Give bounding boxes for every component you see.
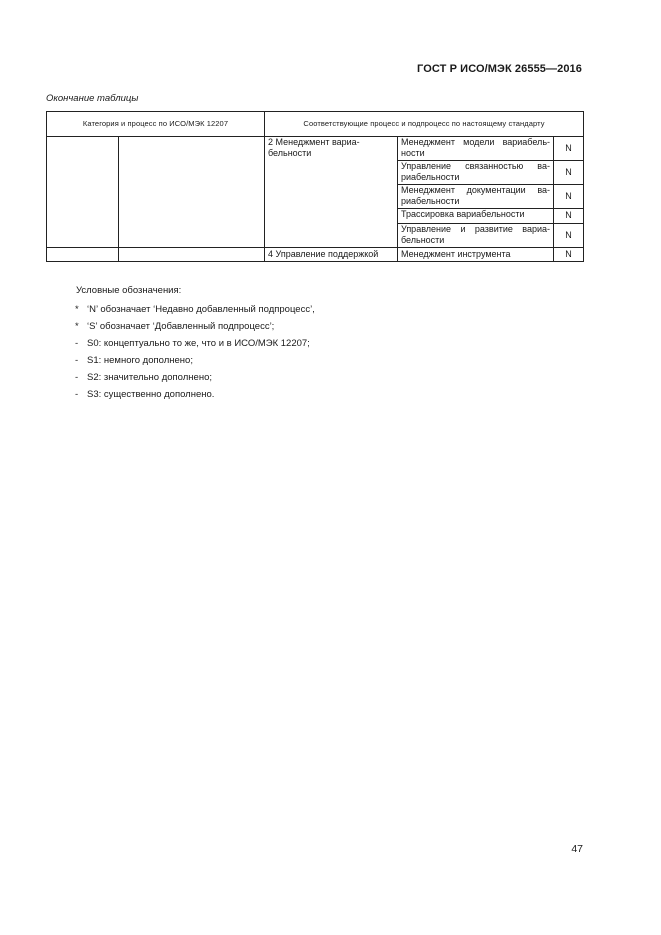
- table-header-row: [47, 112, 584, 137]
- bullet-mark: -: [75, 389, 79, 400]
- legend-item-text: ‘S’ обозначает ‘Добавленный подпроцесс’;: [87, 321, 275, 332]
- table-row: [47, 137, 584, 161]
- header-iso12207: Категория и процесс по ИСО/МЭК 12207: [47, 112, 265, 137]
- flag-cell: N: [554, 161, 584, 185]
- legend-item-text: S1: немного дополнено;: [87, 355, 193, 366]
- flag-cell: N: [554, 137, 584, 161]
- bullet-mark: -: [75, 372, 79, 383]
- empty-category-cell: [47, 248, 119, 262]
- subprocess-cell: Менеджмент инструмента: [398, 248, 554, 262]
- process-cell: 4 Управление поддержкой: [265, 248, 398, 262]
- bullet-mark: *: [75, 304, 79, 315]
- standard-code: ГОСТ Р ИСО/МЭК 26555—2016: [417, 63, 582, 75]
- empty-category-cell: [47, 137, 119, 248]
- list-item: [75, 301, 315, 318]
- page-number: 47: [571, 843, 583, 855]
- legend-item-text: S3: существенно дополнено.: [87, 389, 215, 400]
- list-item: [75, 352, 193, 369]
- empty-process-cell: [119, 137, 265, 248]
- subprocess-cell: Управление и развитие вариа-бельности: [398, 224, 554, 248]
- list-item: [75, 386, 215, 403]
- flag-cell: N: [554, 185, 584, 209]
- subprocess-cell: Управление связанностью ва-риабельности: [398, 161, 554, 185]
- list-item: [75, 335, 310, 352]
- table-row: [47, 248, 584, 262]
- legend-title: Условные обозначения:: [76, 285, 182, 296]
- legend: [75, 285, 315, 403]
- flag-cell: N: [554, 248, 584, 262]
- subprocess-cell: Менеджмент документации ва-риабельности: [398, 185, 554, 209]
- flag-cell: N: [554, 224, 584, 248]
- bullet-mark: -: [75, 338, 79, 349]
- table-caption: Окончание таблицы: [46, 93, 139, 104]
- list-item: [75, 369, 212, 386]
- subprocess-cell: Менеджмент модели вариабель-ности: [398, 137, 554, 161]
- process-cell: 2 Менеджмент вариа-бельности: [265, 137, 398, 248]
- bullet-mark: -: [75, 355, 79, 366]
- flag-cell: N: [554, 209, 584, 224]
- legend-list: [75, 301, 315, 403]
- subprocess-cell: Трассировка вариабельности: [398, 209, 554, 224]
- header-this-standard: Соответствующие процесс и подпроцесс по настоящему стандарту: [265, 112, 584, 137]
- list-item: [75, 318, 275, 335]
- process-table: [46, 111, 584, 262]
- legend-item-text: S2: значительно дополнено;: [87, 372, 212, 383]
- legend-item-text: ‘N’ обозначает ‘Недавно добавленный подпроцесс’,: [87, 304, 315, 315]
- legend-item-text: S0: концептуально то же, что и в ИСО/МЭК 12207;: [87, 338, 310, 349]
- empty-process-cell: [119, 248, 265, 262]
- bullet-mark: *: [75, 321, 79, 332]
